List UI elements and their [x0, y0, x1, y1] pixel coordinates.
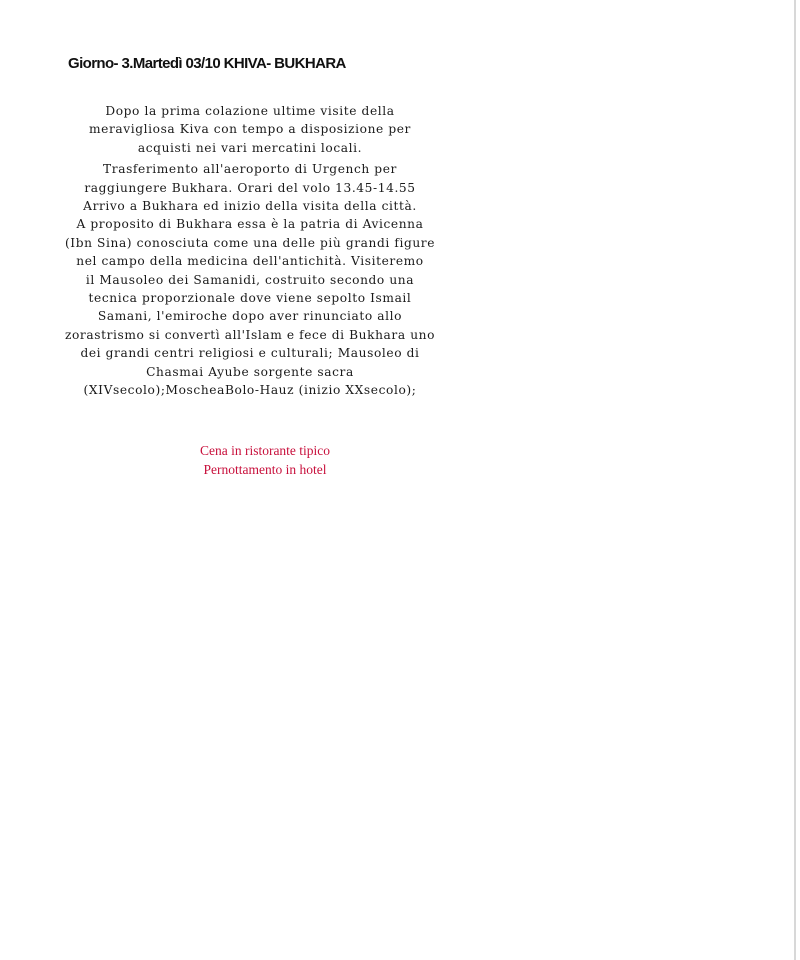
text-line: acquisti nei vari mercatini locali. — [137, 140, 363, 155]
text-line: dei grandi centri religiosi e culturali; Mausoleo di — [80, 346, 420, 361]
text-line: (Ibn Sina) conosciuta come una delle più grandi figure — [64, 235, 436, 250]
text-line: il Mausoleo dei Samanidi, costruito secondo una — [85, 272, 415, 287]
text-line: Trasferimento all'aeroporto di Urgench per — [103, 162, 397, 177]
text-line: (XIVsecolo);MoscheaBolo-Hauz (inizio XXsecolo); — [83, 383, 417, 398]
page-edge-divider — [794, 0, 796, 960]
overnight-note: Pernottamento in hotel — [203, 462, 327, 477]
itinerary-description — [30, 102, 470, 400]
text-line: Chasmai Ayube sorgente sacra — [146, 364, 354, 379]
text-line: nel campo della medicina dell'antichità. Visiteremo — [76, 254, 424, 269]
evening-notes — [150, 441, 380, 479]
text-line: Samani, l'emiroche dopo aver rinunciato allo — [97, 309, 403, 324]
text-line: raggiungere Bukhara. Orari del volo 13.45-14.55 — [84, 180, 416, 195]
day-title: Giorno- 3.Martedì 03/10 KHIVA- BUKHARA — [68, 55, 346, 72]
text-line: zorastrismo si convertì all'Islam e fece di Bukhara uno — [64, 327, 436, 342]
text-line: Arrivo a Bukhara ed inizio della visita della città. — [83, 199, 417, 214]
dinner-note: Cena in ristorante tipico — [199, 443, 331, 458]
text-line: A proposito di Bukhara essa è la patria di Avicenna — [76, 217, 424, 232]
text-line: meravigliosa Kiva con tempo a disposizione per — [89, 122, 411, 137]
text-line: tecnica proporzionale dove viene sepolto Ismail — [88, 291, 412, 306]
text-line: Dopo la prima colazione ultime visite della — [105, 104, 395, 118]
